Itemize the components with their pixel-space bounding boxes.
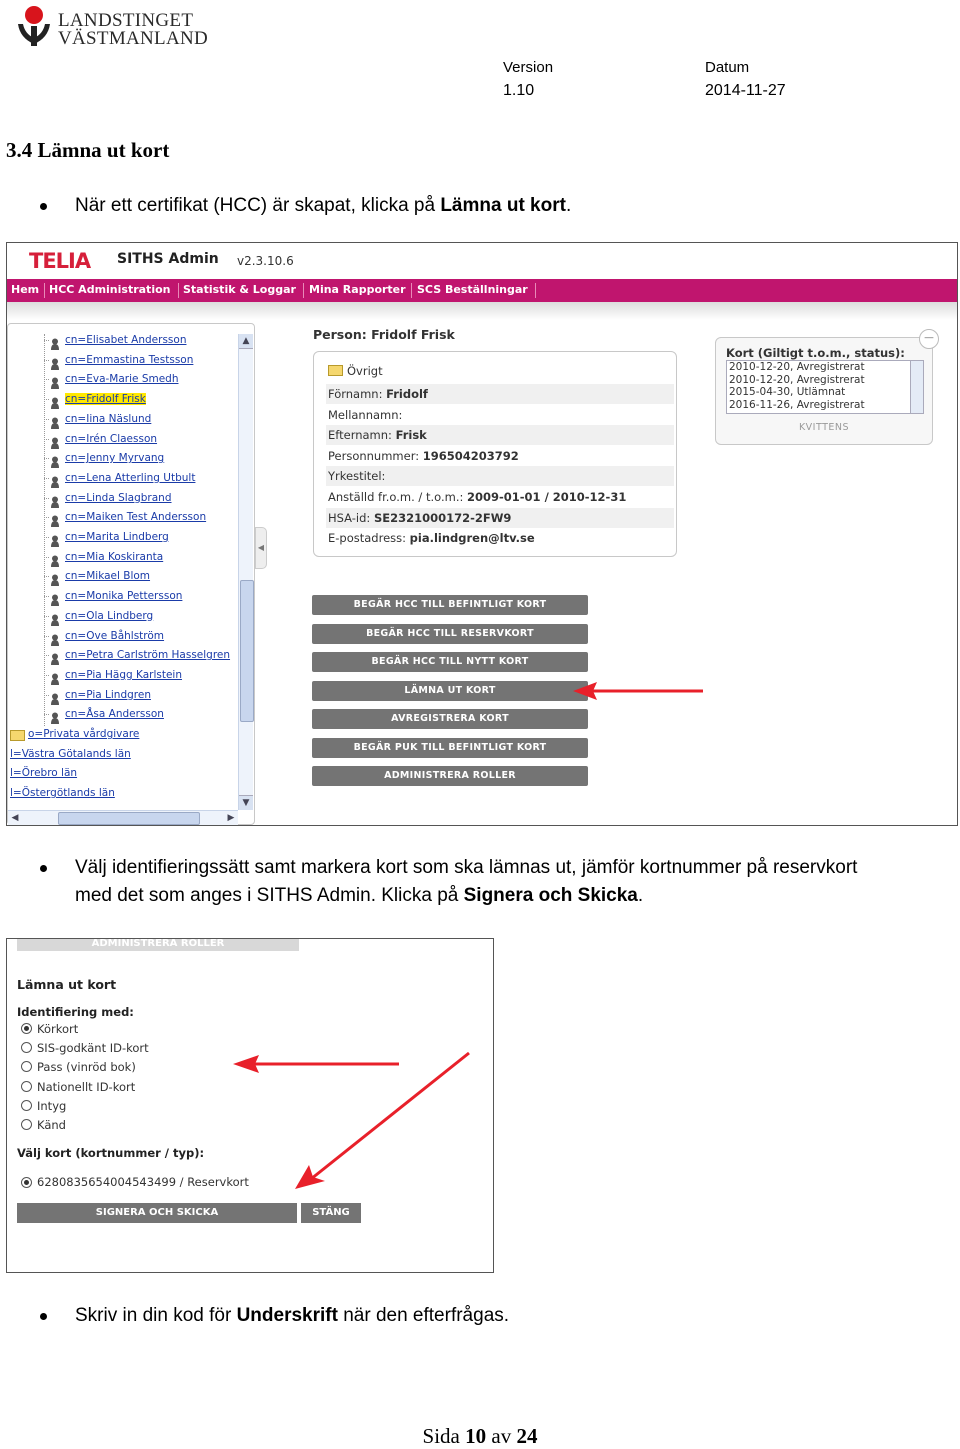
date-value: 2014-11-27 [705, 82, 786, 99]
tree-item-org[interactable]: o=Privata vårdgivare [28, 728, 140, 740]
version-value: 1.10 [503, 82, 535, 99]
tree-vertical-scrollbar[interactable]: ▲ ▼ [238, 334, 253, 810]
person-icon [50, 571, 60, 583]
lamna-ut-kort-screenshot [6, 938, 494, 1273]
tree-item-person[interactable]: cn=Åsa Andersson [65, 708, 164, 721]
administrera-roller-button[interactable]: ADMINISTRERA ROLLER [312, 766, 588, 786]
tree-item-org[interactable]: l=Örebro län [10, 767, 78, 780]
tree-item-person[interactable]: cn=Iina Näslund [65, 412, 152, 425]
tree-item-person[interactable]: cn=Emmastina Testsson [65, 353, 194, 366]
person-icon [50, 394, 60, 406]
person-field [326, 487, 674, 507]
field-label: E-postadress: [328, 531, 410, 546]
tree-item-person[interactable]: cn=Lena Atterling Utbult [65, 471, 196, 484]
person-icon [50, 611, 60, 623]
tree-item-person[interactable]: cn=Mikael Blom [65, 570, 151, 583]
person-title: Person: Fridolf Frisk [313, 327, 455, 342]
person-icon [50, 670, 60, 682]
tree-item-org[interactable]: l=Östergötlands län [10, 787, 115, 800]
field-label: HSA-id: [328, 510, 374, 525]
instruction-1: När ett certifikat (HCC) är skapat, klicka på Lämna ut kort. [75, 195, 572, 216]
kvittens-button[interactable]: KVITTENS [798, 422, 850, 433]
id-radio[interactable] [21, 1061, 32, 1072]
id-option-label: Pass (vinröd bok) [37, 1060, 136, 1075]
app-version: v2.3.10.6 [237, 254, 294, 268]
person-icon [50, 453, 60, 465]
field-value: pia.lindgren@ltv.se [409, 531, 535, 546]
person-icon [50, 650, 60, 662]
id-option-label: SIS-godkänt ID-kort [37, 1041, 149, 1056]
administrera-roller-button[interactable]: ADMINISTRERA ROLLER [17, 939, 299, 951]
bullet-dot [40, 203, 47, 210]
section-title: 3.4 Lämna ut kort [6, 138, 170, 162]
date-label: Datum [705, 59, 750, 76]
siths-admin-screenshot [6, 242, 958, 826]
tree-item-person[interactable]: cn=Monika Pettersson [65, 590, 183, 603]
app-title: SITHS Admin [117, 251, 219, 267]
avregistrera-kort-button[interactable]: AVREGISTRERA KORT [312, 709, 588, 729]
person-field [326, 446, 674, 466]
id-option-label: Nationellt ID-kort [37, 1079, 136, 1094]
card-select-label: Välj kort (kortnummer / typ): [17, 1146, 205, 1160]
person-field [326, 425, 674, 445]
tree-item-person[interactable]: cn=Linda Slagbrand [65, 491, 172, 504]
red-arrow-icon [567, 679, 707, 703]
tree-item-person[interactable]: cn=Ola Lindberg [65, 609, 154, 622]
id-option-label: Känd [37, 1118, 66, 1132]
card-status-list[interactable] [726, 360, 924, 414]
field-label: Anställd fr.o.m. / t.o.m.: [328, 490, 467, 504]
person-icon [50, 532, 60, 544]
person-icon [50, 512, 60, 524]
page-footer: Sida 10 av 24 [422, 1424, 538, 1448]
card-radio[interactable] [21, 1177, 32, 1188]
bullet-dot [40, 1313, 47, 1320]
person-icon [50, 631, 60, 643]
person-icon [50, 414, 60, 426]
tree-item-person[interactable]: cn=Eva-Marie Smedh [65, 373, 179, 386]
telia-logo: TELIA [29, 249, 91, 273]
card-status-title: Kort (Giltigt t.o.m., status): [726, 346, 905, 360]
card-status-item[interactable]: 2016-11-26, Avregistrerat [729, 399, 865, 412]
stang-button[interactable]: STÄNG [301, 1203, 361, 1223]
person-field [326, 508, 674, 528]
red-arrow-icon [289, 1047, 475, 1193]
id-option-label: Intyg [37, 1098, 67, 1113]
field-value: Fridolf [386, 387, 428, 401]
person-field [326, 466, 674, 486]
nav-hem[interactable]: Hem [11, 283, 40, 296]
person-icon [50, 374, 60, 386]
person-field [326, 405, 674, 425]
nav-mina-rapporter[interactable]: Mina Rapporter [309, 283, 406, 296]
tree-item-person[interactable]: cn=Petra Carlström Hasselgren [65, 649, 231, 662]
tree-item-person[interactable]: cn=Jenny Myrvang [65, 452, 165, 465]
directory-tree [7, 323, 255, 825]
folder-icon [328, 365, 343, 376]
tree-horizontal-scrollbar[interactable]: ◀ ▶ [8, 810, 238, 825]
field-value: 196504203792 [422, 448, 519, 463]
bullet-dot [40, 865, 47, 872]
tree-item-person[interactable]: cn=Pia Lindgren [65, 688, 151, 701]
field-value: 2009-01-01 / 2010-12-31 [467, 490, 627, 504]
dialog-title: Lämna ut kort [17, 977, 117, 992]
tree-item-org[interactable]: l=Västra Götalands län [10, 747, 131, 760]
org-name-line1: LANDSTINGET [58, 10, 194, 31]
person-icon [50, 493, 60, 505]
id-method-label: Identifiering med: [17, 1005, 134, 1019]
instruction-2: Välj identifieringssätt samt markera kort som ska lämnas ut, jämför kortnummer på reservkort med det som anges i SITHS Admin. Klicka på Signera och Skicka. [75, 857, 858, 906]
tree-item-person[interactable]: cn=Pia Hägg Karlstein [65, 668, 183, 681]
version-label: Version [503, 59, 554, 76]
folder-icon [10, 730, 25, 741]
id-radio[interactable] [21, 1023, 32, 1034]
person-field [326, 528, 674, 548]
nav-hcc-administration[interactable]: HCC Administration [49, 283, 171, 296]
id-radio[interactable] [21, 1081, 32, 1092]
nav-scs-bestallningar[interactable]: SCS Beställningar [417, 283, 528, 296]
person-icon [50, 335, 60, 347]
collapse-panel-handle[interactable]: ◀ [255, 527, 267, 569]
person-icon [50, 591, 60, 603]
person-details [313, 351, 677, 557]
card-status-item[interactable]: 2015-04-30, Utlämnat [729, 386, 846, 399]
id-radio[interactable] [21, 1042, 32, 1053]
minimize-icon[interactable]: − [919, 329, 939, 349]
person-icon [50, 473, 60, 485]
person-icon [50, 355, 60, 367]
tree-item-person[interactable]: cn=Elisabet Andersson [65, 334, 187, 346]
tree-item-person[interactable]: cn=Maiken Test Andersson [65, 511, 207, 524]
app-header [7, 243, 957, 279]
field-label: Förnamn: [328, 387, 387, 401]
person-icon [50, 690, 60, 702]
person-field [326, 384, 674, 404]
field-label: Mellannamn: [328, 407, 403, 422]
lamna-ut-kort-button[interactable]: LÄMNA UT KORT [312, 681, 588, 701]
begar-hcc-reservkort-button[interactable]: BEGÄR HCC TILL RESERVKORT [312, 624, 588, 644]
id-option-label: Körkort [37, 1022, 79, 1036]
field-value: Frisk [395, 428, 427, 443]
tree-item-person[interactable]: cn=Irén Claesson [65, 432, 158, 445]
main-nav [7, 279, 957, 302]
tree-item-person[interactable]: cn=Ove Båhlström [65, 629, 165, 642]
tree-item-person[interactable]: cn=Marita Lindberg [65, 531, 169, 543]
field-value: SE2321000172-2FW9 [373, 510, 512, 525]
card-status-item[interactable]: 2010-12-20, Avregistrerat [729, 373, 865, 386]
tree-item-person[interactable]: cn=Mia Koskiranta [65, 550, 164, 563]
instruction-3: Skriv in din kod för Underskrift när den efterfrågas. [75, 1305, 510, 1326]
person-icon [50, 434, 60, 446]
landstinget-logo-icon [14, 4, 54, 48]
begar-hcc-befintligt-button[interactable]: BEGÄR HCC TILL BEFINTLIGT KORT [312, 595, 588, 615]
card-option: 6280835654004543499 / Reservkort [37, 1175, 249, 1189]
org-name [58, 12, 208, 48]
person-icon [50, 552, 60, 564]
signera-och-skicka-button[interactable]: SIGNERA OCH SKICKA [17, 1203, 297, 1223]
field-label: Personnummer: [328, 448, 423, 463]
field-label: Yrkestitel: [328, 469, 386, 484]
person-icon [50, 709, 60, 721]
card-status-item[interactable]: 2010-12-20, Avregistrerat [729, 361, 865, 373]
nav-statistik[interactable]: Statistik & Loggar [183, 283, 296, 296]
id-radio[interactable] [21, 1119, 32, 1130]
id-radio[interactable] [21, 1100, 32, 1111]
tree-item-person[interactable]: cn=Fridolf Frisk [65, 393, 146, 406]
person-group: Övrigt [328, 364, 383, 378]
begar-puk-button[interactable]: BEGÄR PUK TILL BEFINTLIGT KORT [312, 738, 588, 758]
begar-hcc-nytt-kort-button[interactable]: BEGÄR HCC TILL NYTT KORT [312, 652, 588, 672]
field-label: Efternamn: [328, 428, 396, 443]
org-name-line2: VÄSTMANLAND [58, 28, 209, 49]
card-status-box [715, 337, 933, 445]
